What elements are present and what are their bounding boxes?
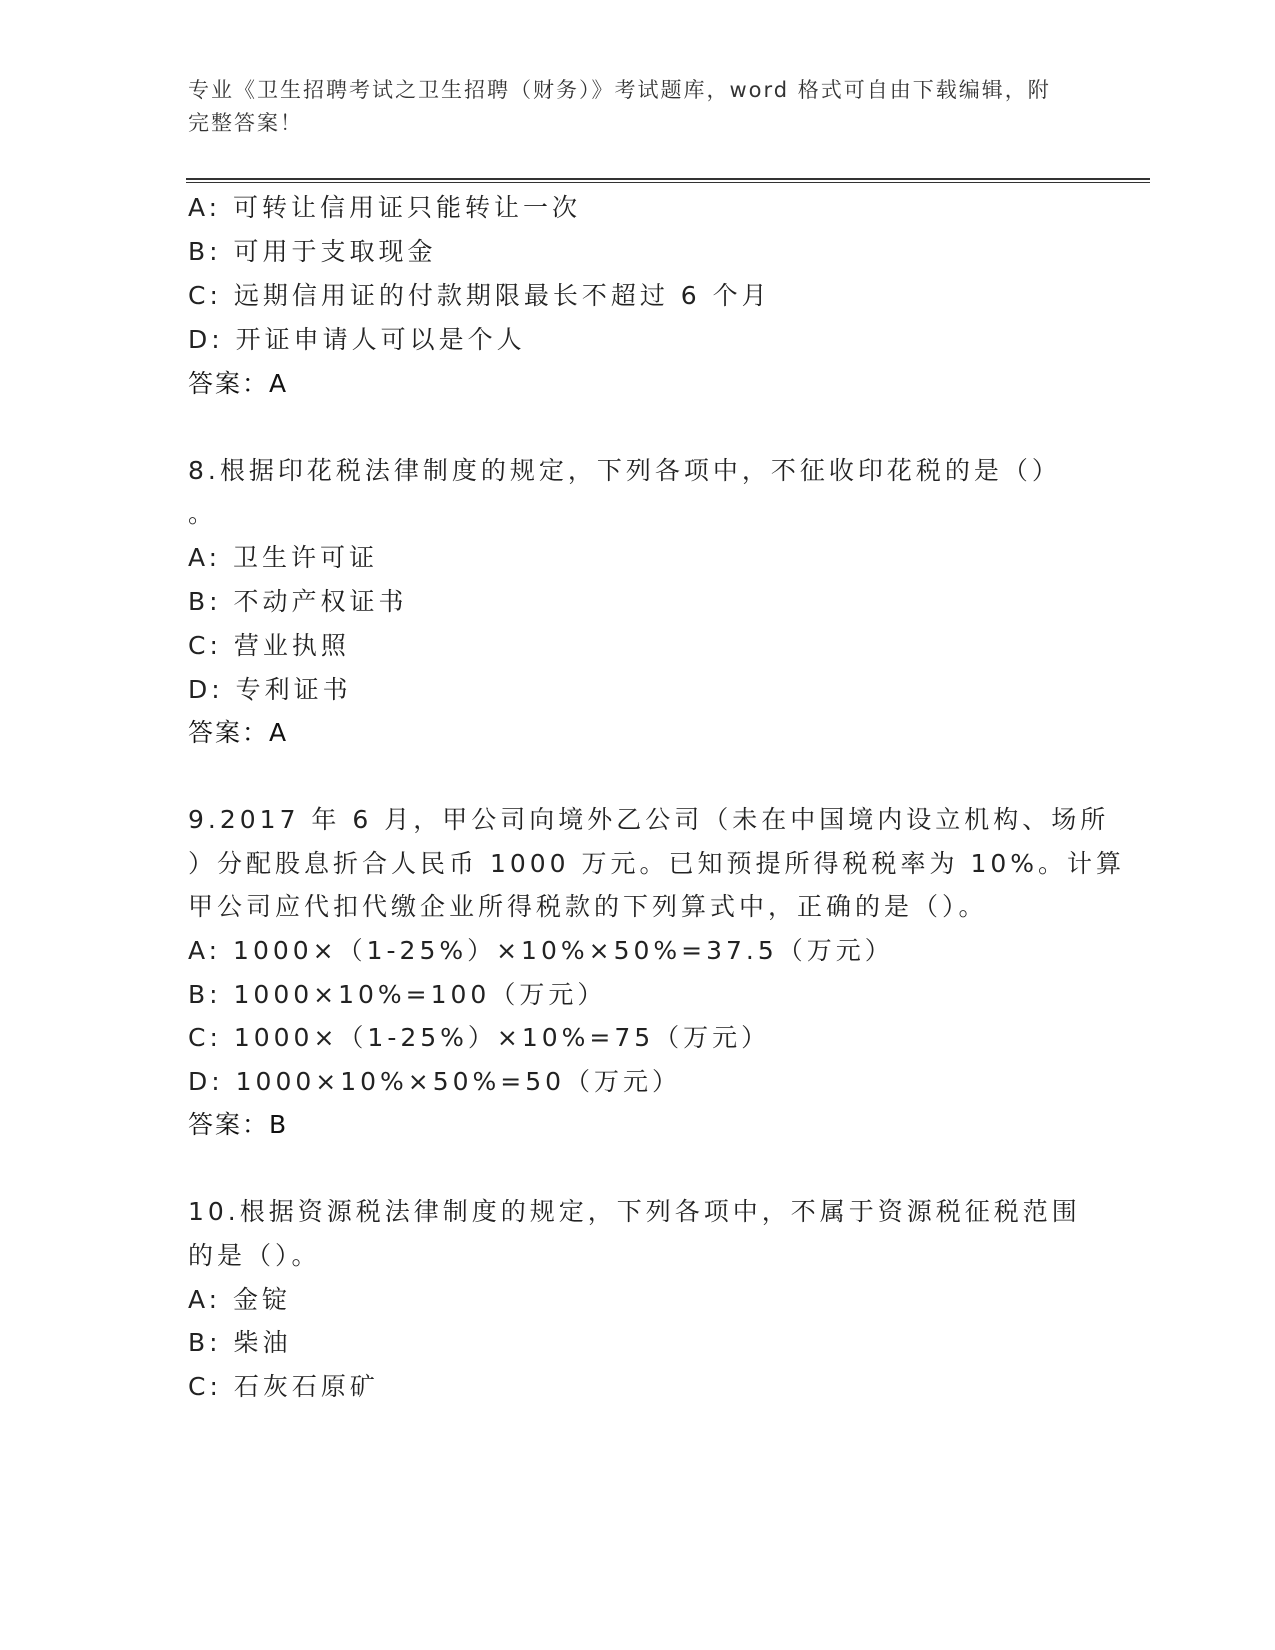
option-letter: C:	[188, 631, 222, 660]
option-letter: C:	[188, 1372, 222, 1401]
option-text: 柴油	[233, 1328, 292, 1357]
option-text: 不动产权证书	[233, 587, 408, 616]
prev-option-d	[188, 320, 526, 356]
option-text: 金锭	[233, 1285, 292, 1314]
option-text: 1000×10%=100（万元）	[233, 980, 607, 1009]
option-letter: A:	[188, 543, 222, 572]
option-text: 1000×10%×50%=50（万元）	[235, 1067, 682, 1096]
option-text: 开证申请人可以是个人	[235, 325, 526, 354]
prev-option-c	[188, 276, 771, 312]
prev-answer: 答案：A	[188, 369, 289, 398]
document-header: 专业《卫生招聘考试之卫生招聘（财务）》考试题库，word 格式可自由下载编辑，附完整答案！	[188, 78, 1051, 135]
option-letter: A:	[188, 936, 222, 965]
q10-stem-line1: 10.根据资源税法律制度的规定，下列各项中，不属于资源税征税范围	[188, 1197, 1081, 1226]
option-text: 1000×（1-25%）×10%×50%=37.5（万元）	[233, 936, 894, 965]
option-text: 专利证书	[235, 675, 352, 704]
q10-option-a	[188, 1280, 291, 1316]
q8-stem-line2: 。	[188, 499, 218, 528]
q9-stem-line3: 甲公司应代扣代缴企业所得税款的下列算式中，正确的是（）。	[188, 892, 988, 921]
option-text: 可用于支取现金	[233, 237, 437, 266]
option-letter: D:	[188, 1067, 224, 1096]
header-rule-thin	[186, 182, 1150, 183]
option-text: 远期信用证的付款期限最长不超过 6 个月	[233, 281, 771, 310]
q8-option-a	[188, 538, 378, 574]
q8-option-d	[188, 670, 352, 706]
q8-option-c	[188, 626, 350, 662]
option-text: 卫生许可证	[233, 543, 379, 572]
option-letter: D:	[188, 325, 224, 354]
q9-stem-line1: 9.2017 年 6 月，甲公司向境外乙公司（未在中国境内设立机构、场所	[188, 805, 1110, 834]
option-letter: B:	[188, 237, 222, 266]
q10-stem-line2: 的是（）。	[188, 1241, 321, 1270]
q9-option-c	[188, 1018, 770, 1054]
q8-option-b	[188, 582, 408, 618]
q10-option-c	[188, 1367, 379, 1403]
q9-stem-line2: ）分配股息折合人民币 1000 万元。已知预提所得税税率为 10%。计算	[188, 849, 1126, 878]
q9-option-a	[188, 931, 894, 967]
q8-stem-line1: 8.根据印花税法律制度的规定，下列各项中，不征收印花税的是（）	[188, 456, 1061, 485]
option-text: 营业执照	[233, 631, 350, 660]
prev-option-a	[188, 188, 581, 224]
option-letter: C:	[188, 1023, 222, 1052]
q8-answer: 答案：A	[188, 718, 289, 747]
option-letter: C:	[188, 281, 222, 310]
q10-option-b	[188, 1323, 292, 1359]
option-letter: B:	[188, 980, 222, 1009]
q9-option-b	[188, 975, 606, 1011]
option-text: 1000×（1-25%）×10%=75（万元）	[233, 1023, 771, 1052]
option-letter: D:	[188, 675, 224, 704]
option-letter: A:	[188, 193, 222, 222]
option-letter: A:	[188, 1285, 222, 1314]
option-text: 石灰石原矿	[233, 1372, 379, 1401]
header-rule-thick	[186, 178, 1150, 180]
option-text: 可转让信用证只能转让一次	[233, 193, 582, 222]
q9-option-d	[188, 1062, 681, 1098]
option-letter: B:	[188, 587, 222, 616]
prev-option-b	[188, 232, 437, 268]
option-letter: B:	[188, 1328, 222, 1357]
q9-answer: 答案：B	[188, 1110, 289, 1139]
